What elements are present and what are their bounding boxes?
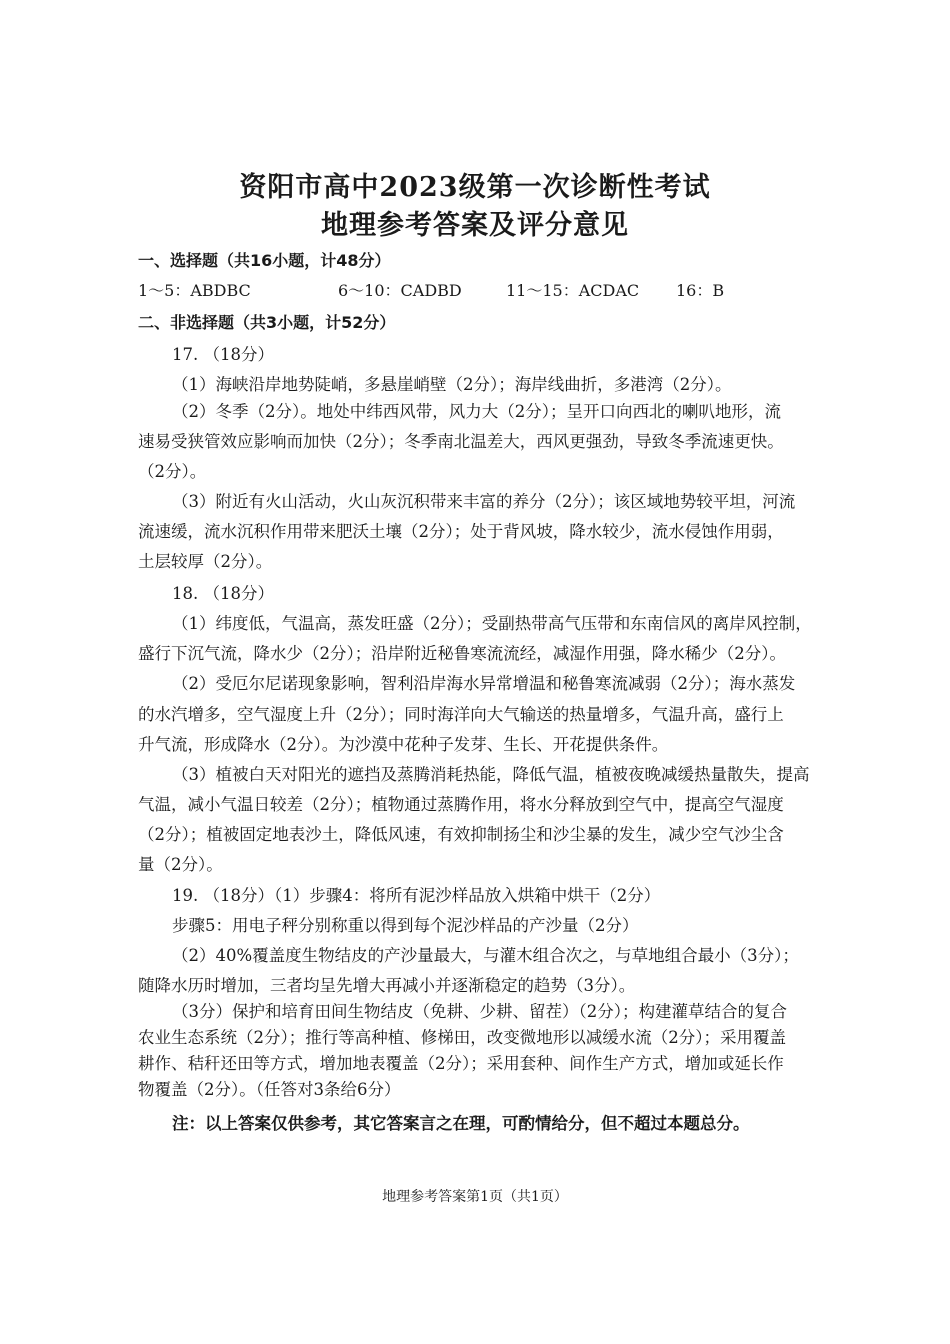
text-line: 升气流，形成降水（2分）。为沙漠中花种子发芽、生长、开花提供条件。 bbox=[138, 735, 669, 754]
text-line: 随降水历时增加，三者均呈先增大再减小并逐渐稳定的趋势（3分）。 bbox=[138, 976, 636, 995]
answer-group-3: 11～15：ACDAC bbox=[506, 281, 640, 300]
text-line: 土层较厚（2分）。 bbox=[138, 552, 273, 571]
exam-title: 资阳市高中2023级第一次诊断性考试 bbox=[239, 172, 711, 203]
page-footer: 地理参考答案第1页（共1页） bbox=[382, 1189, 568, 1205]
answer-group-4: 16：B bbox=[676, 281, 725, 300]
text-line: 流速缓，流水沉积作用带来肥沃土壤（2分）；处于背风坡，降水较少，流水侵蚀作用弱， bbox=[138, 522, 784, 541]
answer-group-2: 6～10：CADBD bbox=[338, 281, 462, 300]
document-subtitle: 地理参考答案及评分意见 bbox=[321, 210, 629, 241]
section-heading-multiple-choice: 一、选择题（共16小题，计48分） bbox=[138, 251, 391, 270]
question-19-heading: 19. （18分）（1）步骤4：将所有泥沙样品放入烘箱中烘干（2分） bbox=[172, 886, 661, 905]
text-line: （2分）；植被固定地表沙土，降低风速，有效抑制扬尘和沙尘暴的发生，减少空气沙尘含 bbox=[138, 825, 784, 844]
question-17-heading: 17. （18分） bbox=[172, 345, 274, 364]
text-line: （3）附近有火山活动，火山灰沉积带来丰富的养分（2分）；该区域地势较平坦，河流 bbox=[172, 492, 796, 511]
text-line: （1）海峡沿岸地势陡峭，多悬崖峭壁（2分）；海岸线曲折，多港湾（2分）。 bbox=[172, 375, 732, 394]
text-line: 耕作、秸秆还田等方式，增加地表覆盖（2分）；采用套种、间作生产方式，增加或延长作 bbox=[138, 1054, 784, 1073]
text-line: 速易受狭管效应影响而加快（2分）；冬季南北温差大，西风更强劲，导致冬季流速更快。 bbox=[138, 432, 784, 451]
answer-group-1: 1～5：ABDBC bbox=[138, 281, 251, 300]
text-line: （2）冬季（2分）。地处中纬西风带，风力大（2分）；呈开口向西北的喇叭地形，流 bbox=[172, 402, 781, 421]
text-line: （1）纬度低，气温高，蒸发旺盛（2分）；受副热带高气压带和东南信风的离岸风控制， bbox=[172, 614, 812, 633]
question-18-heading: 18. （18分） bbox=[172, 584, 274, 603]
text-line: 气温，减小气温日较差（2分）；植物通过蒸腾作用，将水分释放到空气中，提高空气湿度 bbox=[138, 795, 784, 814]
text-line: （3分）保护和培育田间生物结皮（免耕、少耕、留茬）（2分）；构建灌草结合的复合 bbox=[172, 1002, 787, 1021]
text-line: （2分）。 bbox=[138, 462, 207, 481]
text-line: 农业生态系统（2分）；推行等高种植、修梯田，改变微地形以减缓水流（2分）；采用覆盖 bbox=[138, 1028, 786, 1047]
text-line: 步骤5：用电子秤分别称重以得到每个泥沙样品的产沙量（2分） bbox=[172, 916, 639, 935]
text-line: 盛行下沉气流，降水少（2分）；沿岸附近秘鲁寒流流经，减湿作用强，降水稀少（2分）。 bbox=[138, 644, 786, 663]
text-line: 的水汽增多，空气湿度上升（2分）；同时海洋向大气输送的热量增多，气温升高，盛行上 bbox=[138, 705, 784, 724]
section-heading-free-response: 二、非选择题（共3小题，计52分） bbox=[138, 313, 396, 332]
text-line: 量（2分）。 bbox=[138, 855, 223, 874]
text-line: （2）受厄尔尼诺现象影响，智利沿岸海水异常增温和秘鲁寒流减弱（2分）；海水蒸发 bbox=[172, 674, 796, 693]
text-line: （3）植被白天对阳光的遮挡及蒸腾消耗热能，降低气温，植被夜晚减缓热量散失，提高 bbox=[172, 765, 810, 784]
text-line: （2）40%覆盖度生物结皮的产沙量最大，与灌木组合次之，与草地组合最小（3分）； bbox=[172, 946, 799, 965]
scoring-note: 注：以上答案仅供参考，其它答案言之在理，可酌情给分，但不超过本题总分。 bbox=[172, 1114, 750, 1133]
text-line: 物覆盖（2分）。（任答对3条给6分） bbox=[138, 1080, 401, 1099]
